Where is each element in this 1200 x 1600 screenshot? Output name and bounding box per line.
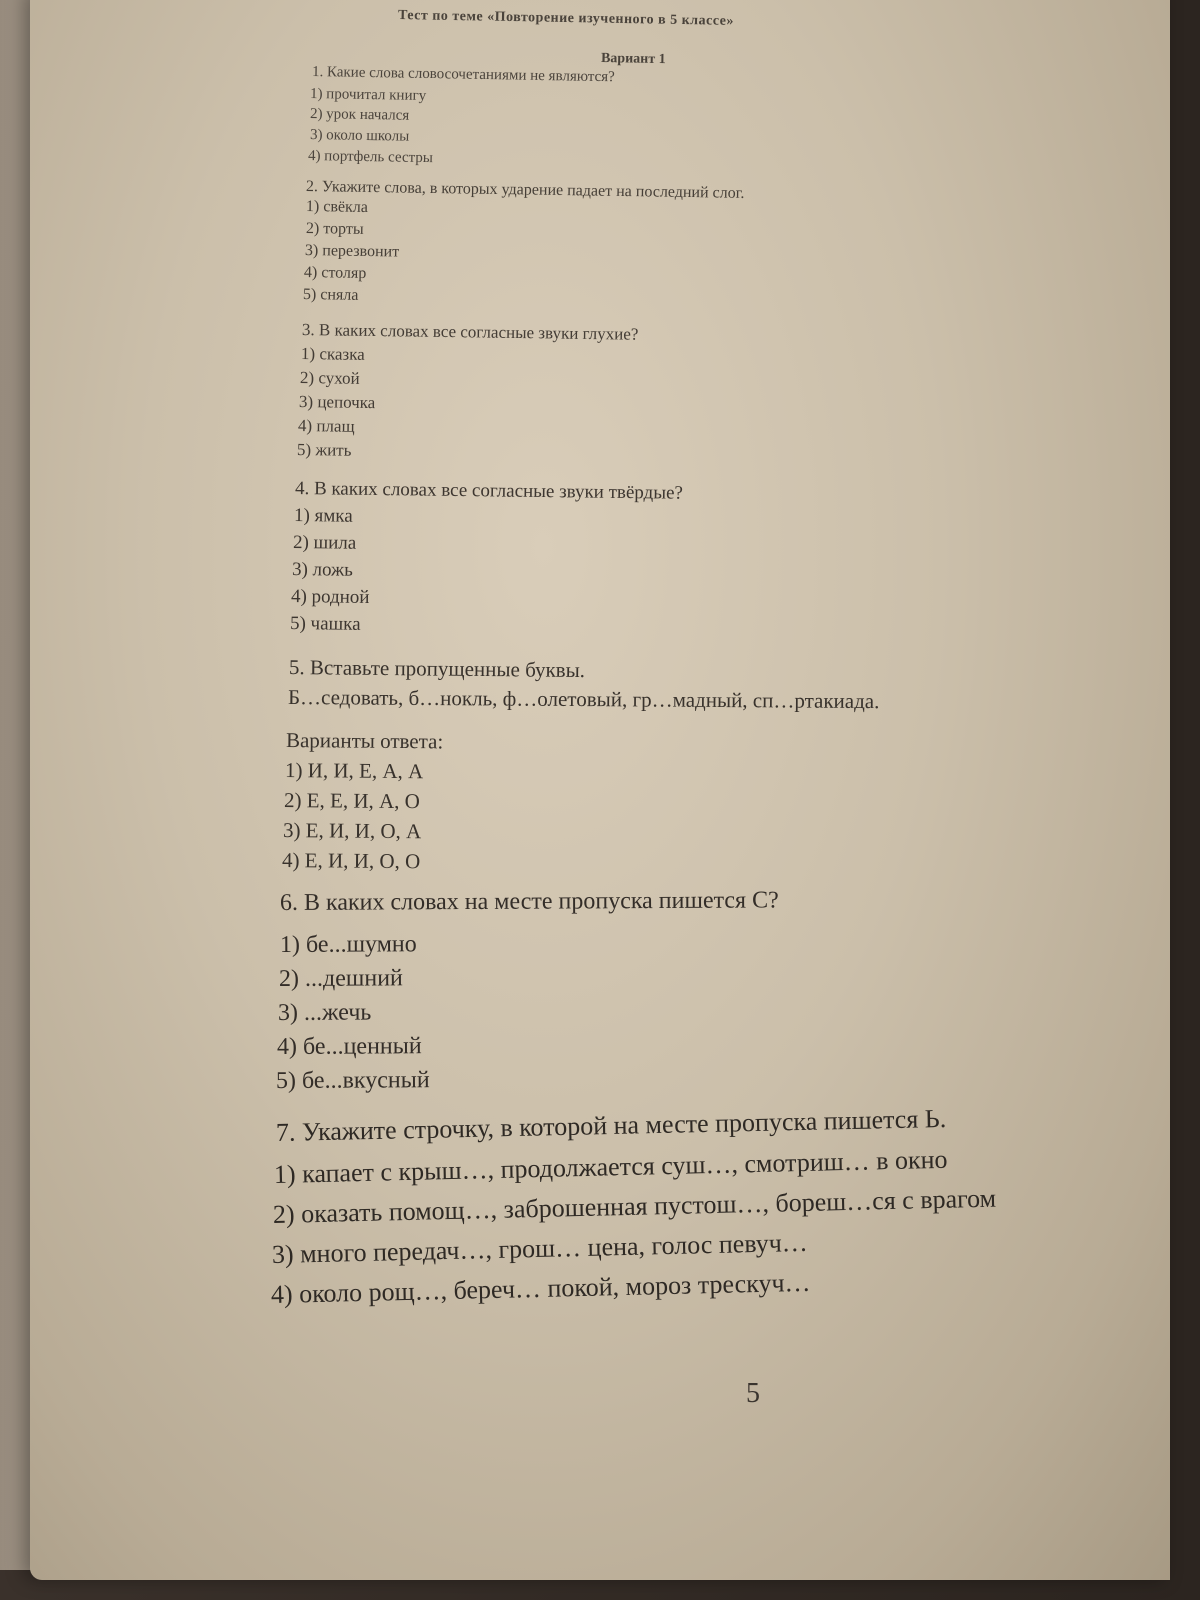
question-2-option: 4) столяр xyxy=(303,264,367,282)
variant-heading: Вариант 1 xyxy=(600,51,666,68)
question-1-option: 3) около школы xyxy=(309,127,410,145)
question-5-answers-label: Варианты ответа: xyxy=(285,728,444,754)
question-2-option: 1) свёкла xyxy=(305,198,369,216)
question-5-option: 3) Е, И, И, О, А xyxy=(282,818,422,844)
question-4-option: 4) родной xyxy=(290,586,370,608)
question-3-option: 2) сухой xyxy=(299,368,360,388)
question-1-prompt: 1. Какие слова словосочетаниями не являются? xyxy=(311,64,615,86)
question-7-option: 4) около рощ…, береч… покой, мороз трескуч… xyxy=(270,1267,811,1309)
question-3-option: 1) сказка xyxy=(300,344,365,364)
question-7-option: 3) много передач…, грош… цена, голос певуч… xyxy=(271,1227,809,1269)
question-4-option: 3) ложь xyxy=(291,559,354,581)
question-5-option: 4) Е, И, И, О, О xyxy=(281,848,421,874)
question-1-option: 2) урок начался xyxy=(309,106,410,124)
question-5-prompt: 5. Вставьте пропущенные буквы. xyxy=(288,655,586,683)
question-2-option: 3) перезвонит xyxy=(304,242,400,261)
question-5-text: Б…седовать, б…нокль, ф…олетовый, гр…мадный, сп…ртакиада. xyxy=(287,685,880,714)
question-4-prompt: 4. В каких словах все согласные звуки твёрдые? xyxy=(294,478,684,504)
question-5-option: 2) Е, Е, И, А, О xyxy=(283,788,421,814)
page-number: 5 xyxy=(746,1378,760,1409)
question-5-option: 1) И, И, Е, А, А xyxy=(284,758,424,784)
question-7-prompt: 7. Укажите строчку, в которой на месте пропуска пишется Ь. xyxy=(275,1103,947,1147)
question-3-option: 4) плащ xyxy=(297,416,355,436)
question-6-prompt: 6. В каких словах на месте пропуска пишется С? xyxy=(279,887,779,916)
question-3-prompt: 3. В каких словах все согласные звуки глухие? xyxy=(301,320,639,344)
question-7-option: 2) оказать помощ…, заброшенная пустош…, бореш…ся с врагом xyxy=(272,1183,997,1229)
question-4-option: 2) шила xyxy=(292,532,357,554)
question-6-option: 1) бе...шумно xyxy=(279,931,417,958)
question-4-option: 5) чашка xyxy=(289,613,361,635)
question-3-option: 3) цепочка xyxy=(298,392,376,413)
question-1-option: 1) прочитал книгу xyxy=(309,86,427,105)
test-title: Тест по теме «Повторение изученного в 5 классе» xyxy=(397,8,735,29)
question-6-option: 4) бе...ценный xyxy=(276,1033,422,1060)
question-4-option: 1) ямка xyxy=(293,505,353,527)
question-1-option: 4) портфель сестры xyxy=(307,148,434,167)
question-6-option: 3) ...жечь xyxy=(277,999,372,1026)
question-2-prompt: 2. Укажите слова, в которых ударение падает на последний слог. xyxy=(305,178,745,202)
question-6-option: 5) бе...вкусный xyxy=(275,1067,430,1094)
question-6-option: 2) ...дешний xyxy=(278,965,403,992)
question-2-option: 2) торты xyxy=(305,220,364,238)
question-3-option: 5) жить xyxy=(296,440,352,460)
question-2-option: 5) сняла xyxy=(302,286,359,304)
question-7-option: 1) капает с крыш…, продолжается суш…, смотриш… в окно xyxy=(273,1144,948,1189)
